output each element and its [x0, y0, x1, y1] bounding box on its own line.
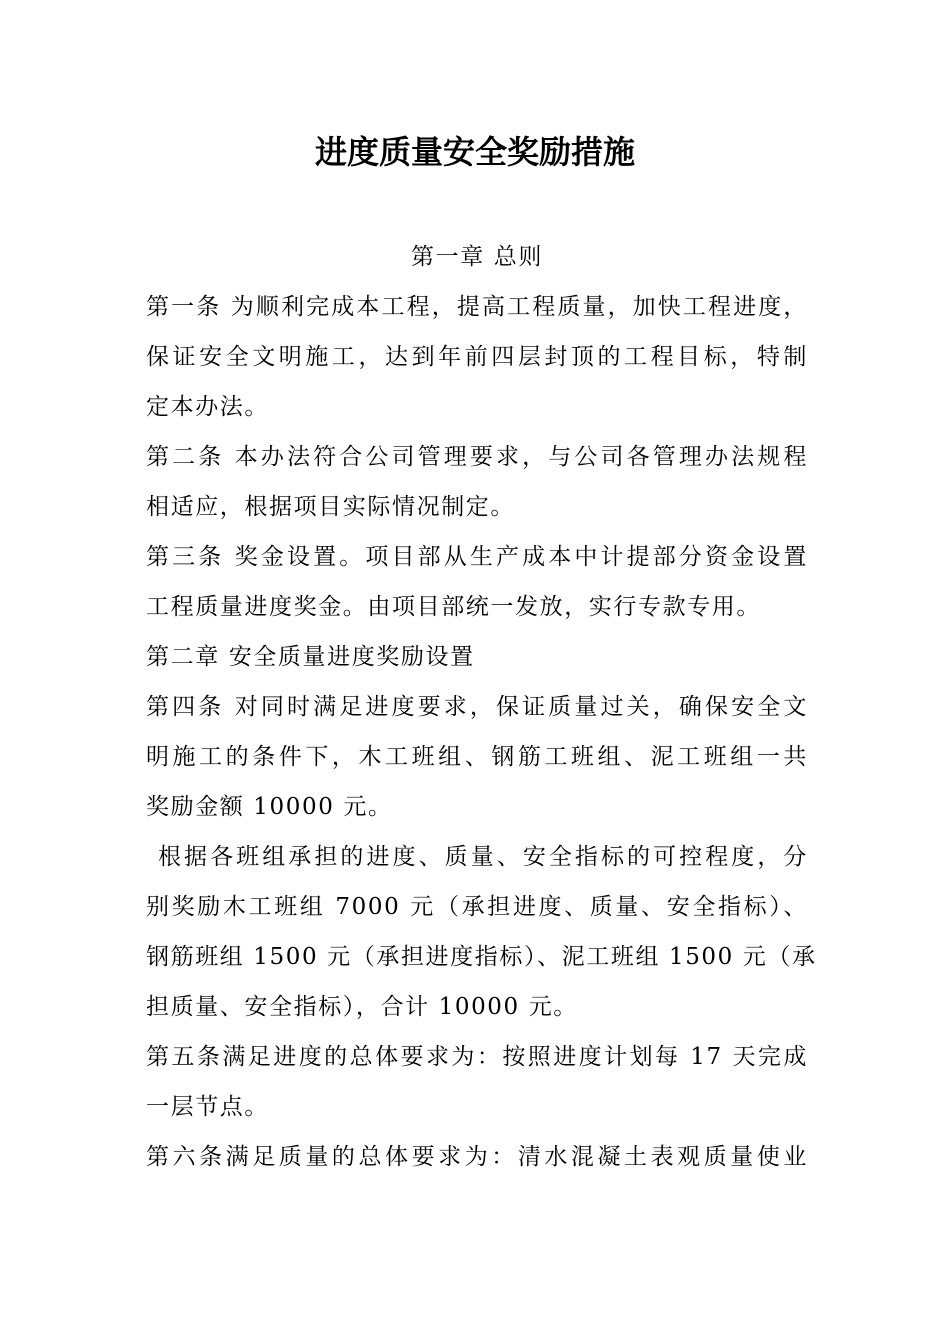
paragraph-line: 担质量、安全指标），合计 10000 元。 [146, 994, 578, 1020]
paragraph-line: 第五条满足进度的总体要求为：按照进度计划每 17 天完成 [146, 1044, 808, 1070]
paragraph-line: 第三条 奖金设置。项目部从生产成本中计提部分资金设置 [146, 544, 808, 570]
paragraph-line: 相适应，根据项目实际情况制定。 [146, 494, 515, 520]
paragraph-line: 第六条满足质量的总体要求为：清水混凝土表观质量使业 [146, 1144, 808, 1170]
paragraph-line: 根据各班组承担的进度、质量、安全指标的可控程度，分 [158, 844, 808, 870]
paragraph-line: 第二条 本办法符合公司管理要求，与公司各管理办法规程 [146, 444, 808, 470]
paragraph-line: 第四条 对同时满足进度要求，保证质量过关，确保安全文 [146, 694, 808, 720]
paragraph-line: 工程质量进度奖金。由项目部统一发放，实行专款专用。 [146, 594, 761, 620]
chapter-heading: 第二章 安全质量进度奖励设置 [146, 644, 475, 670]
paragraph-line: 明施工的条件下，木工班组、钢筋工班组、泥工班组一共 [146, 744, 808, 770]
paragraph-line: 保证安全文明施工，达到年前四层封顶的工程目标，特制 [146, 344, 808, 370]
paragraph-line: 别奖励木工班组 7000 元（承担进度、质量、安全指标）、 [146, 894, 808, 920]
paragraph-line: 奖励金额 10000 元。 [146, 794, 393, 820]
paragraph-line: 钢筋班组 1500 元（承担进度指标）、泥工班组 1500 元（承 [146, 944, 817, 970]
paragraph-line: 定本办法。 [146, 394, 269, 420]
paragraph-line: 第一条 为顺利完成本工程，提高工程质量，加快工程进度， [146, 294, 808, 320]
document-title: 进度质量安全奖励措施 [314, 133, 635, 171]
paragraph-line: 一层节点。 [146, 1094, 269, 1120]
chapter-heading: 第一章 总则 [411, 244, 543, 270]
document-body [146, 232, 817, 1182]
